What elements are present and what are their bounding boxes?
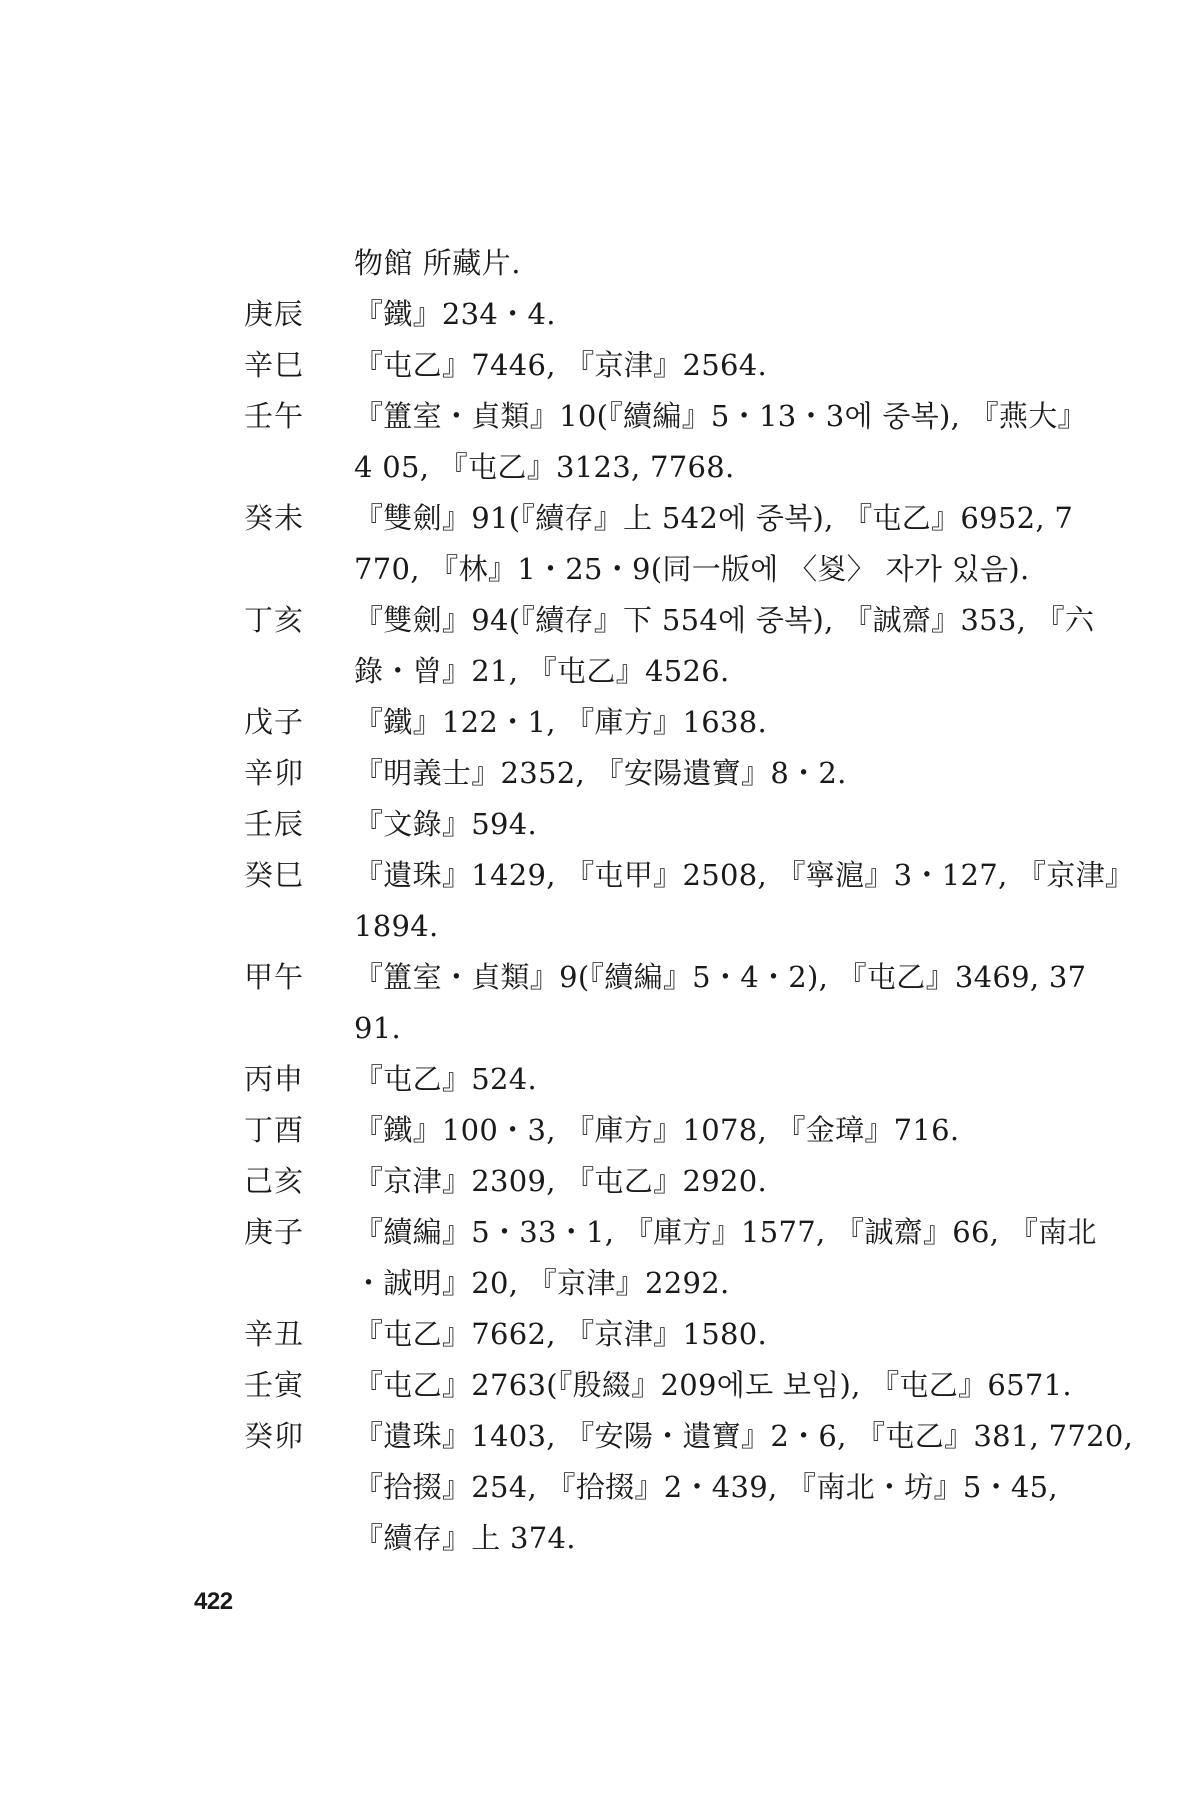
reference-line: 『文錄』594. xyxy=(354,807,537,841)
entry-references xyxy=(354,391,1087,493)
entry-term: 辛巳 xyxy=(244,348,305,382)
entry-row xyxy=(244,1207,1097,1309)
reference-line: 『鐵』122・1, 『庫方』1638. xyxy=(354,705,767,739)
entry-row xyxy=(244,748,1044,799)
entry-row xyxy=(244,595,1095,697)
entry-term: 癸未 xyxy=(244,501,305,535)
entry-references xyxy=(354,493,1073,595)
entry-row xyxy=(244,289,1044,340)
entry-term: 戊子 xyxy=(244,705,305,739)
reference-line: 『京津』2309, 『屯乙』2920. xyxy=(354,1164,767,1198)
page-number: 422 xyxy=(194,1588,233,1615)
reference-line: 『屯乙』2763(『殷綴』209에도 보임), 『屯乙』6571. xyxy=(354,1368,1072,1402)
entry-row xyxy=(244,1054,1044,1105)
reference-line: 『鐵』100・3, 『庫方』1078, 『金璋』716. xyxy=(354,1113,960,1147)
entry-term: 癸巳 xyxy=(244,858,305,892)
entry-row xyxy=(244,391,1087,493)
entry-term: 壬午 xyxy=(244,399,305,433)
entry-references xyxy=(354,1411,1133,1564)
entry-references xyxy=(354,1105,1044,1156)
entry-references xyxy=(354,1309,1044,1360)
reference-list xyxy=(244,238,1135,1564)
entry-references xyxy=(354,1156,1044,1207)
reference-line: 『續編』5・33・1, 『庫方』1577, 『誠齋』66, 『南北 xyxy=(354,1215,1097,1249)
entry-references xyxy=(354,1054,1044,1105)
entry-row xyxy=(244,697,1044,748)
entry-term: 壬辰 xyxy=(244,807,305,841)
reference-line: 『屯乙』7662, 『京津』1580. xyxy=(354,1317,767,1351)
entry-row xyxy=(244,340,1044,391)
entry-row xyxy=(244,952,1087,1054)
reference-line: 『雙劍』91(『續存』上 542에 중복), 『屯乙』6952, 7 xyxy=(354,501,1074,535)
reference-line: 『遺珠』1403, 『安陽・遺寶』2・6, 『屯乙』381, 7720, xyxy=(354,1419,1134,1453)
entry-references xyxy=(354,748,1044,799)
entry-term: 丁亥 xyxy=(244,603,305,637)
entry-term: 辛卯 xyxy=(244,756,305,790)
entry-term: 甲午 xyxy=(244,960,305,994)
reference-line: 『拾掇』254, 『拾掇』2・439, 『南北・坊』5・45, xyxy=(354,1470,1058,1504)
reference-line: 91. xyxy=(354,1011,402,1045)
entry-references xyxy=(354,850,1134,952)
entry-term: 壬寅 xyxy=(244,1368,305,1402)
reference-line: 『鐵』234・4. xyxy=(354,297,556,331)
entry-term: 丙申 xyxy=(244,1062,305,1096)
entry-references xyxy=(354,289,1044,340)
entry-term: 己亥 xyxy=(244,1164,305,1198)
entry-references xyxy=(354,952,1086,1054)
continuation-line: 物館 所藏片. xyxy=(354,246,521,280)
reference-line: 『雙劍』94(『續存』下 554에 중복), 『誠齋』353, 『六 xyxy=(354,603,1095,637)
entry-row xyxy=(244,1411,1134,1564)
entry-term: 庚辰 xyxy=(244,297,305,331)
reference-line: 『屯乙』524. xyxy=(354,1062,537,1096)
entry-row xyxy=(244,1360,1072,1411)
entry-references xyxy=(354,697,1044,748)
reference-line: 『續存』上 374. xyxy=(354,1521,576,1555)
reference-line: 『簠室・貞類』9(『續編』5・4・2), 『屯乙』3469, 37 xyxy=(354,960,1087,994)
reference-line: 1894. xyxy=(354,909,439,943)
entry-row xyxy=(244,493,1074,595)
reference-line: 錄・曾』21, 『屯乙』4526. xyxy=(354,654,730,688)
reference-line: 『簠室・貞類』10(『續編』5・13・3에 중복), 『燕大』 xyxy=(354,399,1087,433)
reference-line: 770, 『林』1・25・9(同一版에 〈㚇〉 자가 있음). xyxy=(354,552,1030,586)
entry-row xyxy=(244,1309,1044,1360)
entry-row xyxy=(244,1156,1044,1207)
reference-line: ・誠明』20, 『京津』2292. xyxy=(354,1266,730,1300)
entry-row xyxy=(244,799,1044,850)
entry-references xyxy=(354,595,1094,697)
reference-line: 『明義士』2352, 『安陽遺寶』8・2. xyxy=(354,756,847,790)
reference-line: 『屯乙』7446, 『京津』2564. xyxy=(354,348,767,382)
entry-term: 庚子 xyxy=(244,1215,305,1249)
entry-term: 辛丑 xyxy=(244,1317,305,1351)
entry-row xyxy=(244,850,1135,952)
reference-line: 4 05, 『屯乙』3123, 7768. xyxy=(354,450,735,484)
entry-row xyxy=(244,1105,1044,1156)
entry-references xyxy=(354,799,1044,850)
entry-references xyxy=(354,1207,1097,1309)
entry-references xyxy=(354,340,1044,391)
reference-line: 『遺珠』1429, 『屯甲』2508, 『寧滬』3・127, 『京津』 xyxy=(354,858,1135,892)
entry-term: 丁酉 xyxy=(244,1113,305,1147)
entry-term: 癸卯 xyxy=(244,1419,305,1453)
entry-references xyxy=(354,1360,1072,1411)
